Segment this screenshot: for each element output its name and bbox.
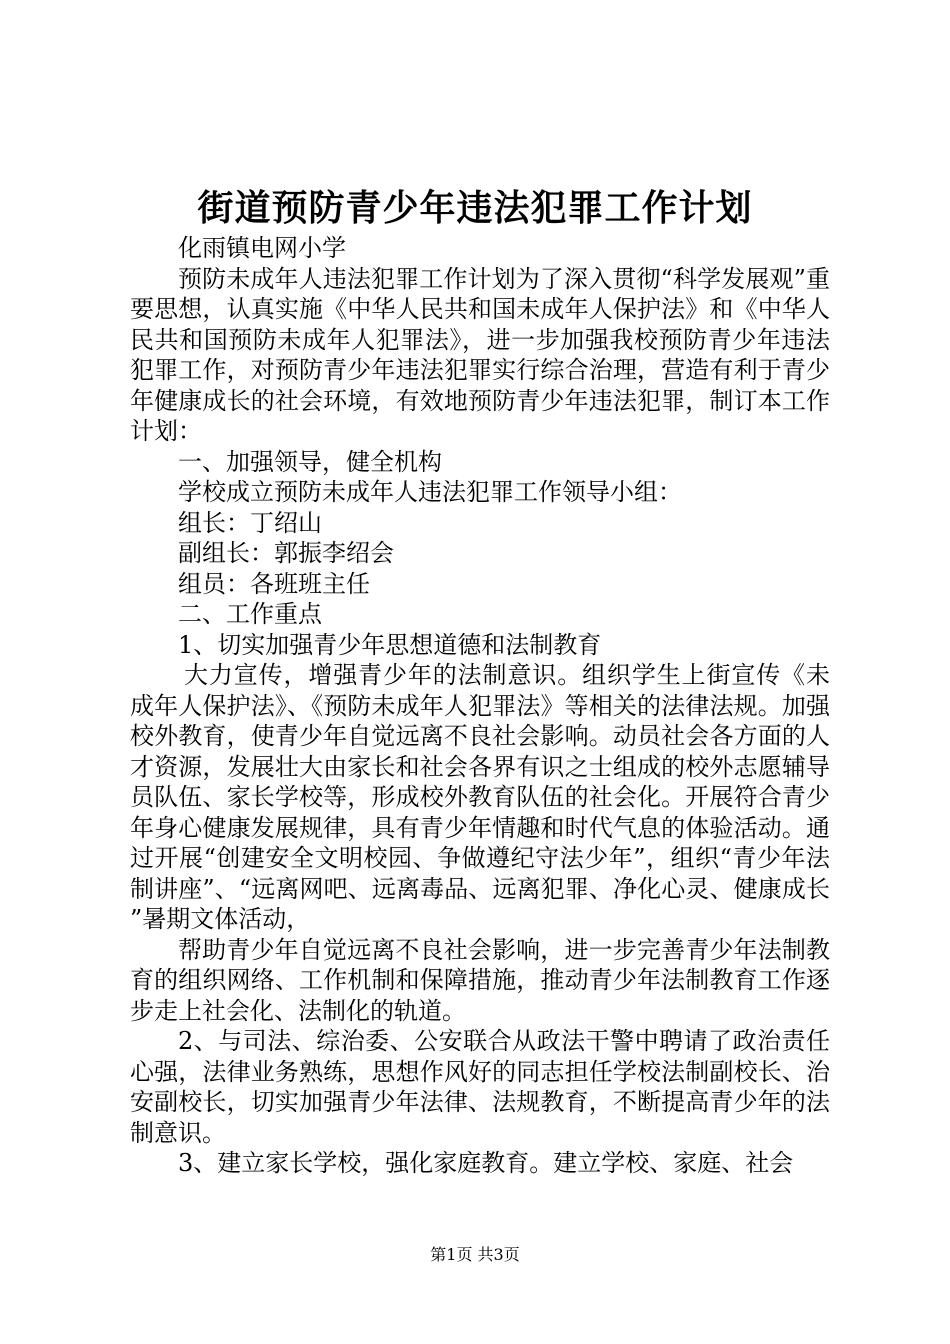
page-number-footer: 第1页 共3页 [430,1245,520,1264]
section-heading-2: 二、工作重点 [178,600,322,628]
body-paragraph: 2、与司法、综治委、公安联合从政法干警中聘请了政治责任心强，法律业务熟练，思想作风好的同志担任学校法制副校长、治安副校长，切实加强青少年法律、法规教育，不断提高青少年的法制意识。 [130,1027,830,1147]
document-body [130,233,830,1179]
group-leader-line: 组长：丁绍山 [178,508,322,537]
body-paragraph: 3、建立家长学校，强化家庭教育。建立学校、家庭、社会 [178,1149,794,1177]
school-name-line: 化雨镇电网小学 [178,234,346,262]
subsection-heading-1: 1、切实加强青少年思想道德和法制教育 [178,630,602,659]
deputy-leader-line: 副组长：郭振李绍会 [178,539,394,567]
intro-paragraph: 预防未成年人违法犯罪工作计划为了深入贯彻“科学发展观”重要思想，认真实施《中华人民共和国未成年人保护法》和《中华人民共和国预防未成年人犯罪法》，进一步加强我校预防青少年违法犯罪工作，对预防青少年违法犯罪实行综合治理，营造有利于青少年健康成长的社会环境，有效地预防青少年违法犯罪，制订本工作计划： [130,264,830,445]
body-paragraph: 大力宣传，增强青少年的法制意识。组织学生上街宣传《未成年人保护法》、《预防未成年人犯罪法》等相关的法律法规。加强校外教育，使青少年自觉远离不良社会影响。动员社会各方面的人才资源，发展壮大由家长和社会各界有识之士组成的校外志愿辅导员队伍、家长学校等，形成校外教育队伍的社会化。开展符合青少年身心健康发展规律，具有青少年情趣和时代气息的体验活动。通过开展“创建安全文明校园、争做遵纪守法少年”，组织“青少年法制讲座”、“远离网吧、远离毒品、远离犯罪、净化心灵、健康成长”暑期文体活动， [130,661,830,933]
body-paragraph: 帮助青少年自觉远离不良社会影响，进一步完善青少年法制教育的组织网络、工作机制和保障措施，推动青少年法制教育工作逐步走上社会化、法制化的轨道。 [130,935,830,1025]
leadership-group-line: 学校成立预防未成年人违法犯罪工作领导小组： [178,478,682,506]
section-heading-1: 一、加强领导，健全机构 [178,447,442,476]
group-members-line: 组员：各班班主任 [178,569,370,598]
document-title: 街道预防青少年违法犯罪工作计划 [197,187,753,229]
